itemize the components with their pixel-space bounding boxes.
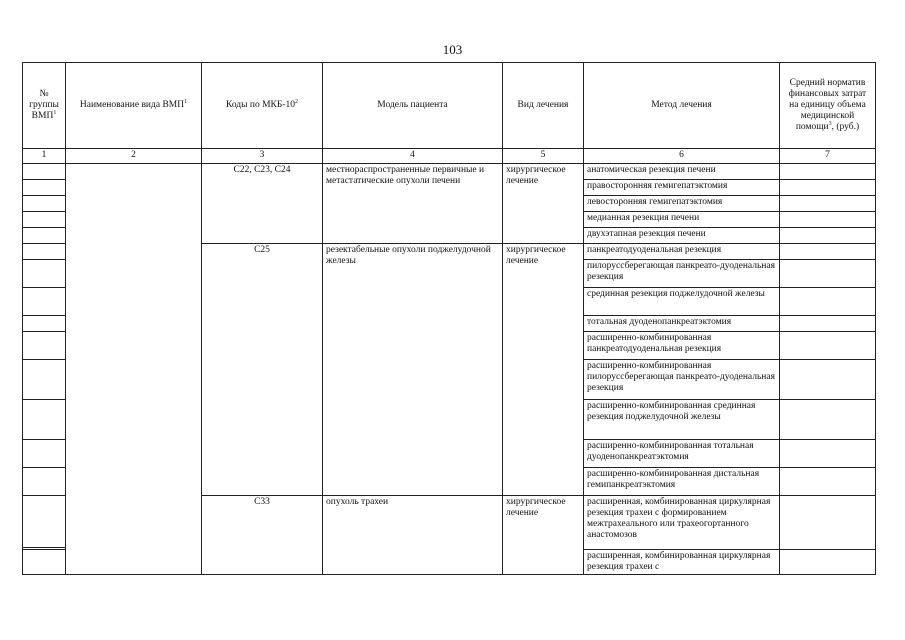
cost-cell [780, 196, 876, 212]
column-number: 1 [23, 149, 66, 164]
page-number: 103 [442, 42, 463, 57]
cost-cell [780, 332, 876, 360]
table-row [23, 164, 876, 180]
cost-cell [780, 260, 876, 288]
group-number-cell [23, 400, 66, 440]
column-number: 5 [503, 149, 584, 164]
method-cell: анатомическая резекция печени [584, 164, 780, 180]
method-cell: расширенная, комбинированная циркулярная резекция трахеи с [584, 550, 780, 575]
group-number-cell [23, 164, 66, 180]
method-cell: правосторонняя гемигепатэктомия [584, 180, 780, 196]
method-cell: расширенно-комбинированная панкреатодуоденальная резекция [584, 332, 780, 360]
group-number-cell [23, 260, 66, 288]
method-cell: срединная резекция поджелудочной железы [584, 288, 780, 316]
method-cell: тотальная дуоденопанкреатэктомия [584, 316, 780, 332]
header-treatment-type: Вид лечения [503, 63, 584, 149]
cost-cell [780, 228, 876, 244]
patient-model-cell: опухоль трахеи [323, 496, 503, 575]
group-number-cell [23, 228, 66, 244]
method-cell: расширенно-комбинированная тотальная дуоденопанкреатэктомия [584, 440, 780, 468]
group-number-cell [23, 440, 66, 468]
method-cell: панкреатодуоденальная резекция [584, 244, 780, 260]
cost-cell [780, 316, 876, 332]
icd-codes-cell: C25 [202, 244, 323, 496]
header-cost: Средний норматив финансовых затрат на единицу объема медицинской помощи$^3$, (руб.) [780, 63, 876, 149]
cost-cell [780, 180, 876, 196]
group-number-cell [23, 468, 66, 496]
cost-cell [780, 550, 876, 575]
method-cell: пилоруссберегающая панкреато-дуоденальная резекция [584, 260, 780, 288]
header-icd-codes: Коды по МКБ-$10^2$ [202, 63, 323, 149]
column-number: 2 [66, 149, 202, 164]
header-patient-model: Модель пациента [323, 63, 503, 149]
treatment-type-cell: хирургическое лечение [503, 496, 584, 575]
vmp-table [22, 62, 876, 575]
group-number-cell [23, 196, 66, 212]
patient-model-cell: резектабельные опухоли поджелудочной железы [323, 244, 503, 496]
method-cell: двухэтапная резекция печени [584, 228, 780, 244]
header-row [23, 63, 876, 149]
cost-cell [780, 288, 876, 316]
column-number: 4 [323, 149, 503, 164]
cost-cell [780, 360, 876, 400]
method-cell: левосторонняя гемигепатэктомия [584, 196, 780, 212]
icd-codes-cell: C33 [202, 496, 323, 575]
group-number-cell [23, 496, 66, 548]
group-number-cell [23, 316, 66, 332]
cost-cell [780, 244, 876, 260]
group-number-cell [23, 180, 66, 196]
column-number: 7 [780, 149, 876, 164]
method-cell: расширенно-комбинированная дистальная гемипанкреатэктомия [584, 468, 780, 496]
patient-model-cell: местнораспространенные первичные и метастатические опухоли печени [323, 164, 503, 244]
cost-cell [780, 212, 876, 228]
header-method: Метод лечения [584, 63, 780, 149]
cost-cell [780, 440, 876, 468]
column-number: 6 [584, 149, 780, 164]
header-vmp-name: Наименование вида ВМП$^1$ [66, 63, 202, 149]
method-cell: расширенно-комбинированная срединная резекция поджелудочной железы [584, 400, 780, 440]
group-number-cell [23, 212, 66, 228]
method-cell: расширенная, комбинированная циркулярная резекция трахеи с формированием межтрахеального или трахеогортанного анастомозов [584, 496, 780, 550]
treatment-type-cell: хирургическое лечение [503, 164, 584, 244]
method-cell: медианная резекция печени [584, 212, 780, 228]
group-number-cell [23, 360, 66, 400]
cost-cell [780, 468, 876, 496]
header-group-number: № группы ВМП$^1$ [23, 63, 66, 149]
treatment-type-cell: хирургическое лечение [503, 244, 584, 496]
icd-codes-cell: C22, C23, C24 [202, 164, 323, 244]
column-number-row [23, 149, 876, 164]
cost-cell [780, 496, 876, 550]
group-number-cell [23, 244, 66, 260]
group-number-cell [23, 332, 66, 360]
cost-cell [780, 164, 876, 180]
column-number: 3 [202, 149, 323, 164]
group-number-cell [23, 550, 66, 575]
group-number-cell [23, 288, 66, 316]
method-cell: расширенно-комбинированная пилоруссберегающая панкреато-дуоденальная резекция [584, 360, 780, 400]
cost-cell [780, 400, 876, 440]
vmp-name-cell [66, 164, 202, 575]
